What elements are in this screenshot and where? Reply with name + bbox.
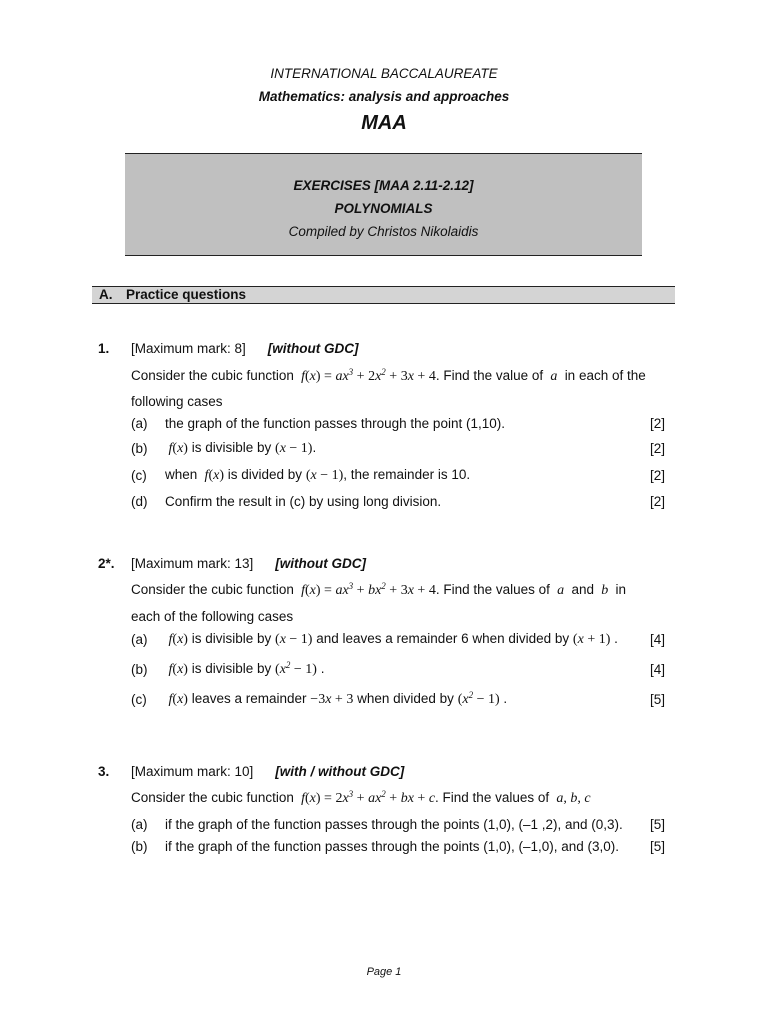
topic-title: POLYNOMIALS <box>334 201 433 216</box>
question-stem-cont: following cases <box>131 394 223 409</box>
part-text: Confirm the result in (c) by using long division. <box>165 494 442 509</box>
part-label: (a) <box>131 632 148 647</box>
part-text: the graph of the function passes through the point (1,10). <box>165 416 505 431</box>
math-expr: f <box>165 441 173 456</box>
part-label: (c) <box>131 468 147 483</box>
part-label: (b) <box>131 441 148 456</box>
part-mark: [4] <box>650 632 666 647</box>
question-header <box>131 341 359 356</box>
math-function: f <box>297 369 305 384</box>
part-mark: [2] <box>650 468 666 483</box>
section-letter: A. <box>99 287 113 302</box>
course-code: MAA <box>361 112 407 134</box>
part-label: (b) <box>131 839 148 854</box>
max-mark: [Maximum mark: 10] <box>131 764 254 779</box>
part-mark: [2] <box>650 494 666 509</box>
part-mark: [2] <box>650 441 666 456</box>
author-credit: Compiled by Christos Nikolaidis <box>288 224 479 239</box>
part-label: (d) <box>131 494 148 509</box>
part-label: (a) <box>131 416 148 431</box>
institution-heading: INTERNATIONAL BACCALAUREATE <box>270 66 498 81</box>
max-mark: [Maximum mark: 8] <box>131 341 246 356</box>
section-title: Practice questions <box>126 287 247 302</box>
question-header <box>131 764 404 779</box>
part-label: (b) <box>131 662 148 677</box>
part-mark: [5] <box>650 817 666 832</box>
gdc-note: [without GDC] <box>275 556 367 571</box>
part-text: if the graph of the function passes through the points (1,0), (–1 ,2), and (0,3). <box>165 817 623 832</box>
question-header <box>131 556 366 571</box>
part-mark: [5] <box>650 839 666 854</box>
part-label: (a) <box>131 817 148 832</box>
stem-text: Consider the cubic function <box>131 368 294 383</box>
question-number: 2*. <box>98 556 115 571</box>
stem-text: . Find the value of <box>435 368 544 383</box>
stem-text: in each of the <box>564 368 646 383</box>
question-stem: Consider the cubic function $f(x) = ax^3 + 2x^2 + 3x + 4$. Find the value of a in each of the <box>131 367 646 384</box>
max-mark: [Maximum mark: 13] <box>131 556 254 571</box>
question-number: 1. <box>98 341 110 356</box>
part-mark: [4] <box>650 662 666 677</box>
gdc-note: [with / without GDC] <box>275 764 405 779</box>
math-var: a <box>546 369 561 384</box>
part-label: (c) <box>131 692 147 707</box>
section-header <box>92 286 675 304</box>
page-number: Page 1 <box>366 966 402 978</box>
question-stem: Consider the cubic function $f(x) = 2x^3 + ax^2$ + bx + c. Find the values of a, b, c <box>131 789 591 806</box>
part-text: f(x) is divisible by $(x^2 - 1)$ . <box>165 660 325 677</box>
part-mark: [5] <box>650 692 666 707</box>
question-stem-cont: each of the following cases <box>131 609 294 624</box>
question-stem: Consider the cubic function $f(x) = ax^3 + bx^2 + 3x + 4$. Find the values of a and b in <box>131 581 627 598</box>
part-text: if the graph of the function passes through the points (1,0), (–1,0), and (3,0). <box>165 839 620 854</box>
part-text: f(x) is divisible by (x − 1). <box>165 440 317 456</box>
part-text: f(x) leaves a remainder −3x + 3 when divided by $(x^2 - 1)$ . <box>165 690 508 707</box>
gdc-note: [without GDC] <box>267 341 359 356</box>
part-text: when f(x) is divided by (x − 1), the remainder is 10. <box>165 467 471 483</box>
part-mark: [2] <box>650 416 666 431</box>
part-text: f(x) is divisible by (x − 1) and leaves a remainder 6 when divided by (x + 1) . <box>165 631 618 647</box>
question-number: 3. <box>98 764 110 779</box>
course-heading: Mathematics: analysis and approaches <box>258 89 510 104</box>
title-box <box>125 153 642 256</box>
exercise-title: EXERCISES [MAA 2.11-2.12] <box>293 178 474 193</box>
